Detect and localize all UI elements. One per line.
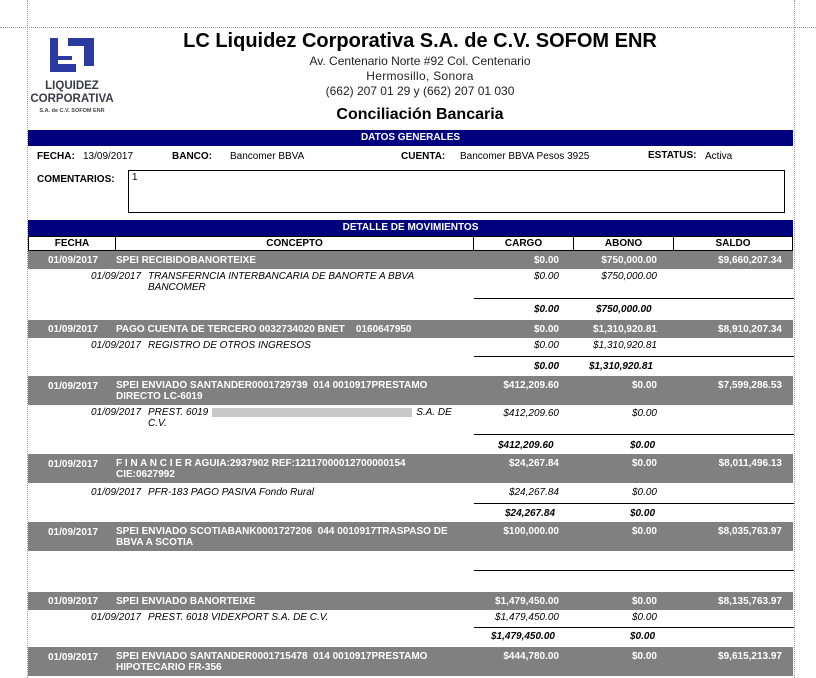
movement-row	[28, 251, 793, 269]
movement-row	[28, 320, 793, 338]
redaction-block	[212, 408, 412, 417]
banco-value: Bancomer BBVA	[230, 151, 305, 162]
movement-total-row	[474, 434, 794, 453]
detail-date: 01/09/2017	[91, 340, 142, 351]
page-guide-right	[794, 0, 795, 678]
detail-cargo: $0.00	[533, 271, 559, 282]
detail-concept: TRANSFERNCIA INTERBANCARIA DE BANORTE A BBVA BANCOMER	[148, 271, 414, 293]
movement-total-row	[474, 298, 794, 317]
movement-saldo: $9,615,213.97	[718, 651, 782, 662]
movement-saldo: $8,135,763.97	[718, 596, 782, 607]
movement-detail-row	[28, 271, 793, 297]
movement-total-row	[474, 627, 794, 644]
movement-cargo: $412,209.60	[503, 380, 559, 391]
cuenta-label: CUENTA:	[401, 151, 446, 162]
movement-cargo: $1,479,450.00	[495, 596, 559, 607]
column-header-cargo: CARGO	[473, 236, 574, 251]
fecha-label: FECHA:	[37, 151, 75, 162]
movement-detail-row	[28, 612, 793, 626]
total-abono: $750,000.00	[596, 304, 652, 315]
comentarios-label: COMENTARIOS:	[37, 174, 115, 185]
movement-cargo: $24,267.84	[508, 458, 559, 469]
movement-concept: SPEI ENVIADO SANTANDER0001729739 014 0010917PRESTAMO DIRECTO LC-6019	[116, 380, 431, 402]
total-cargo: $1,479,450.00	[491, 631, 555, 642]
movement-cargo: $0.00	[533, 324, 559, 335]
total-abono: $0.00	[630, 631, 656, 642]
movement-abono: $0.00	[631, 651, 657, 662]
comentarios-field: 1	[128, 170, 785, 213]
movement-abono: $0.00	[631, 458, 657, 469]
detail-section-bar: DETALLE DE MOVIMIENTOS	[28, 220, 793, 236]
detail-date: 01/09/2017	[91, 407, 142, 418]
movement-date: 01/09/2017	[48, 459, 99, 470]
detail-date: 01/09/2017	[91, 271, 142, 282]
logo-mark-icon	[46, 36, 98, 74]
movement-row	[28, 376, 793, 405]
detail-cargo: $1,479,450.00	[495, 612, 559, 623]
movement-row	[28, 647, 793, 676]
detail-abono: $0.00	[631, 408, 657, 419]
company-name: LC Liquidez Corporativa S.A. de C.V. SOFOM ENR	[183, 30, 657, 52]
banco-label: BANCO:	[172, 151, 212, 162]
movement-concept: SPEI RECIBIDOBANORTEIXE	[116, 255, 257, 266]
detail-cargo: $0.00	[533, 340, 559, 351]
movement-saldo: $8,035,763.97	[718, 526, 782, 537]
detail-concept: PREST. 6018 VIDEXPORT S.A. DE C.V.	[148, 612, 329, 623]
general-section-bar: DATOS GENERALES	[28, 130, 793, 146]
detail-concept: PFR-183 PAGO PASIVA Fondo Rural	[148, 487, 314, 498]
detail-cargo: $412,209.60	[503, 408, 559, 419]
movement-concept: PAGO CUENTA DE TERCERO 0032734020 BNET 0160647950	[116, 324, 412, 335]
movement-abono: $0.00	[631, 526, 657, 537]
movement-date: 01/09/2017	[48, 324, 99, 335]
total-abono: $0.00	[630, 508, 656, 519]
movement-row	[28, 454, 793, 483]
detail-concept: REGISTRO DE OTROS INGRESOS	[148, 340, 311, 351]
movement-concept: SPEI ENVIADO SANTANDER0001715478 014 0010917PRESTAMO HIPOTECARIO FR-356	[116, 651, 431, 673]
column-header-concepto: CONCEPTO	[115, 236, 474, 251]
detail-abono: $750,000.00	[601, 271, 657, 282]
movement-date: 01/09/2017	[48, 255, 99, 266]
movement-concept: SPEI ENVIADO SCOTIABANK0001727206 044 0010917TRASPASO DE BBVA A SCOTIA	[116, 526, 451, 548]
fecha-value: 13/09/2017	[83, 151, 134, 162]
detail-concept	[148, 407, 463, 429]
movement-date: 01/09/2017	[48, 652, 99, 663]
detail-concept-start: PREST. 6019	[148, 407, 209, 418]
movement-abono: $0.00	[631, 380, 657, 391]
movement-cargo: $100,000.00	[503, 526, 559, 537]
movement-detail-row	[28, 407, 793, 433]
cuenta-value: Bancomer BBVA Pesos 3925	[460, 151, 590, 162]
company-address-line2: Hermosillo, Sonora	[366, 69, 474, 83]
movement-total-row	[474, 356, 794, 375]
movement-abono: $750,000.00	[601, 255, 657, 266]
company-phones: (662) 207 01 29 y (662) 207 01 030	[325, 84, 515, 98]
movement-saldo: $7,599,286.53	[718, 380, 782, 391]
total-cargo: $24,267.84	[505, 508, 556, 519]
estatus-label: ESTATUS:	[648, 150, 697, 161]
company-address-line1: Av. Centenario Norte #92 Col. Centenario	[309, 54, 531, 68]
logo-text-line3: S.A. de C.V. SOFOM ENR	[39, 108, 105, 114]
movement-date: 01/09/2017	[48, 527, 99, 538]
movement-abono: $0.00	[631, 596, 657, 607]
movement-row	[28, 522, 793, 551]
movement-date: 01/09/2017	[48, 381, 99, 392]
total-cargo: $412,209.60	[498, 440, 554, 451]
movement-total-row	[474, 503, 794, 522]
column-header-abono: ABONO	[573, 236, 674, 251]
page-guide-top	[0, 27, 816, 28]
movement-detail-row	[28, 340, 793, 354]
estatus-value: Activa	[705, 151, 733, 162]
total-divider	[474, 570, 794, 571]
movement-saldo: $8,011,496.13	[718, 458, 782, 469]
detail-date: 01/09/2017	[91, 612, 142, 623]
detail-abono: $0.00	[631, 487, 657, 498]
column-header-saldo: SALDO	[673, 236, 793, 251]
company-logo	[30, 36, 114, 120]
detail-cargo: $24,267.84	[508, 487, 559, 498]
detail-date: 01/09/2017	[91, 487, 142, 498]
movement-concept: SPEI ENVIADO BANORTEIXE	[116, 596, 256, 607]
movement-cargo: $0.00	[533, 255, 559, 266]
total-abono: $0.00	[630, 440, 656, 451]
movement-cargo: $444,780.00	[503, 651, 559, 662]
movement-abono: $1,310,920.81	[593, 324, 657, 335]
logo-text-line1: LIQUIDEZ	[45, 80, 99, 92]
movement-saldo: $9,660,207.34	[718, 255, 782, 266]
report-title: Conciliación Bancaria	[336, 106, 504, 123]
page-guide-left	[27, 0, 28, 678]
movement-detail-row	[28, 487, 793, 501]
total-cargo: $0.00	[534, 304, 560, 315]
movement-row	[28, 592, 793, 610]
movement-saldo: $8,910,207.34	[718, 324, 782, 335]
total-cargo: $0.00	[534, 361, 560, 372]
movement-date: 01/09/2017	[48, 596, 99, 607]
total-abono: $1,310,920.81	[589, 361, 653, 372]
movement-concept: F I N A N C I E R AGUIA:2937902 REF:12117000012700000154 CIE:0627992	[116, 458, 406, 480]
logo-text-line2: CORPORATIVA	[30, 93, 114, 105]
detail-abono: $1,310,920.81	[593, 340, 657, 351]
detail-concept-end: S.A. DE C.V.	[148, 407, 452, 429]
detail-abono: $0.00	[631, 612, 657, 623]
column-header-fecha: FECHA	[28, 236, 116, 251]
